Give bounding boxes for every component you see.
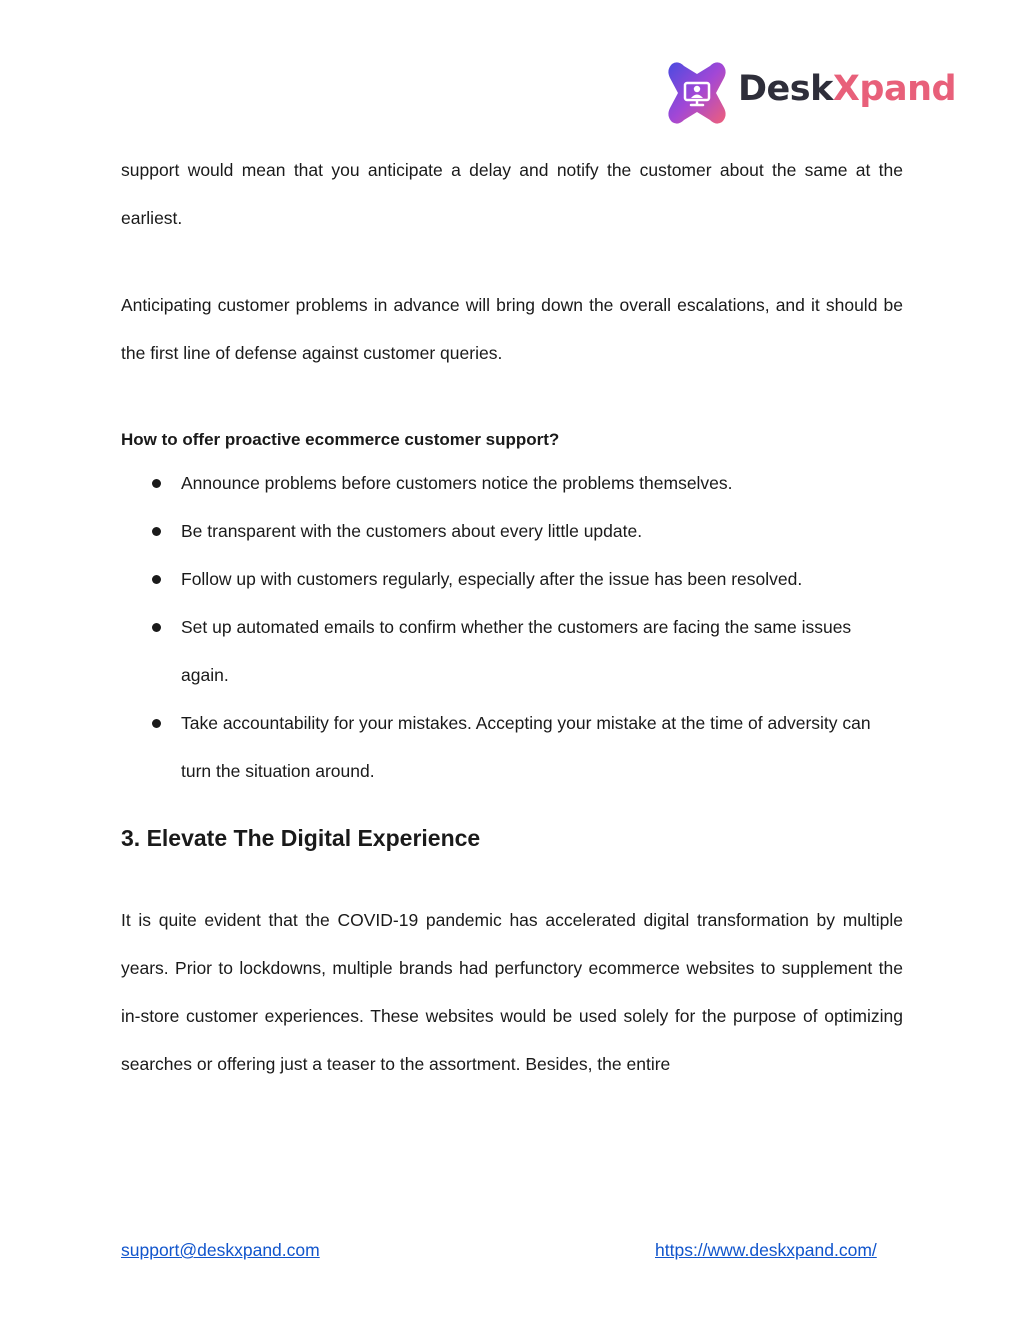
footer-website-link[interactable]: https://www.deskxpand.com/ bbox=[655, 1240, 877, 1260]
bullet-dot bbox=[152, 719, 161, 728]
list-item-text: Take accountability for your mistakes. Accepting your mistake at the time of adversity can turn the situation around. bbox=[181, 713, 871, 781]
brand-name-part-a: Desk bbox=[738, 69, 833, 109]
paragraph-anticipating: Anticipating customer problems in advance will bring down the overall escalations, and it should be the first line of defense against customer queries. bbox=[121, 295, 903, 363]
bullet-dot bbox=[152, 479, 161, 488]
bullet-dot bbox=[152, 527, 161, 536]
brand-logo bbox=[664, 60, 957, 130]
list-item bbox=[121, 699, 903, 795]
list-item-text: Follow up with customers regularly, especially after the issue has been resolved. bbox=[181, 569, 803, 589]
paragraph-covid: It is quite evident that the COVID-19 pandemic has accelerated digital transformation by multiple years. Prior to lockdowns, multiple brands had perfunctory ecommerce websites to supplement the in-store customer experiences. These websites would be used solely for the purpose of optimizing searches or offering just a teaser to the assortment. Besides, the entire bbox=[121, 910, 903, 1074]
bullet-list bbox=[121, 459, 903, 795]
monitor-person-icon bbox=[664, 60, 730, 126]
list-item bbox=[121, 507, 903, 555]
list-item-text: Set up automated emails to confirm whether the customers are facing the same issues again. bbox=[181, 617, 852, 685]
list-item-text: Be transparent with the customers about every little update. bbox=[181, 521, 643, 541]
subheading-proactive-support: How to offer proactive ecommerce customer support? bbox=[121, 430, 560, 449]
list-item-text: Announce problems before customers notice the problems themselves. bbox=[181, 473, 733, 493]
bullet-dot bbox=[152, 623, 161, 632]
section-heading: 3. Elevate The Digital Experience bbox=[121, 825, 481, 851]
list-item bbox=[121, 603, 903, 699]
bullet-dot bbox=[152, 575, 161, 584]
brand-name-part-b: Xpand bbox=[832, 69, 957, 109]
list-item bbox=[121, 459, 903, 507]
footer-email-link[interactable]: support@deskxpand.com bbox=[121, 1240, 320, 1260]
brand-wordmark bbox=[738, 69, 957, 109]
paragraph-continuation: support would mean that you anticipate a delay and notify the customer about the same at the earliest. bbox=[121, 160, 903, 228]
list-item bbox=[121, 555, 903, 603]
